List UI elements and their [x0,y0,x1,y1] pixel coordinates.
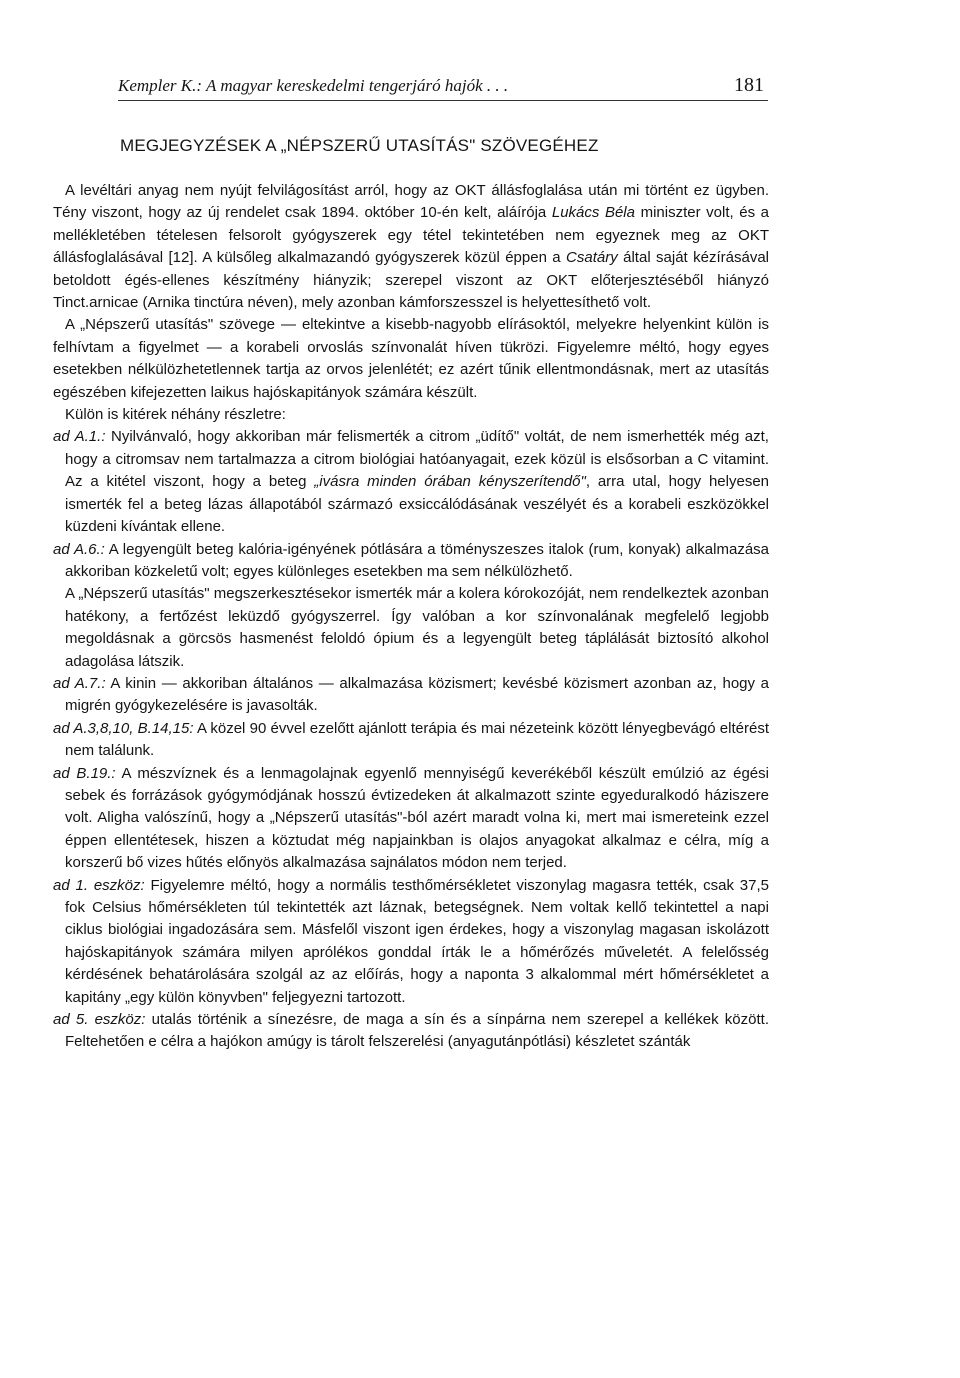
note-label: ad A.1.: [53,428,106,446]
note-label: ad A.3,8,10, B.14,15: [53,719,194,737]
paragraph-text: A „Népszerű utasítás" megszerkesztésekor ismerték már a kolera kórokozóját, nem rendelkeztek azonban hatékony, a fertőzést leküzdő gyógyszerrel. Így valóban a kor színvonalának megfelelő legjobb megoldásnak a görcsös hasmenést feloldó ópium és a legyengült beteg táplálását biztosító alkohol adagolása látszik. [65,585,769,670]
person-name: Lukács Béla [551,204,635,222]
note-label: ad 5. eszköz: [53,1011,146,1029]
note-item [53,673,769,718]
note-item [53,875,769,1009]
paragraph [53,180,769,314]
paragraph [53,314,769,404]
note-item [53,426,769,538]
note-text: A közel 90 évvel ezelőtt ajánlott terápia és mai nézeteink között lényegbevágó eltérést nem találunk. [65,719,769,760]
note-text: A kinin — akkoriban általános — alkalmazása közismert; kevésbé közismert azonban az, hogy a migrén gyógykezelésére is javasolták. [65,674,769,715]
paragraph [53,404,769,426]
note-item [53,763,769,875]
note-label: ad B.19.: [53,764,116,782]
paragraph-text: által saját kézírásával betoldott égés-ellenes készítmény hiányzik; szerepel viszont az OKT előterjesztéséből hiányzó Tinct.arnicae (Arnika tinctúra néven), mely azonban kámforszesszel is helyettesíthető volt. [53,249,769,312]
paragraph-text: miniszter volt, és a mellékletében tételesen felsorolt gyógyszerek egy tétel tekintetében nem egyeznek meg az OKT állásfoglalásával [12]. A külsőleg alkalmazandó gyógyszerek közül éppen a [53,204,770,267]
note-text: Figyelemre méltó, hogy a normális testhőmérsékletet viszonylag magasra tették, csak 37,5 fok Celsius hőmérsékleten túl tekintették azt láznak, betegségnek. Nem voltak kellő tekintettel a napi ciklus biológiai ingadozására sem. Másfelől viszont igen érdekes, hogy a viszonylag magasan iskolázott hajóskapitányok számára milyen aprólékos gonddal írták le a hőmérőzés műveletét. A felelősség kérdésének behatárolására szolgál az az előírás, hogy a naponta 3 alkalommal mért hőmérsékletet a kapitány „egy külön könyvben" feljegyezni tartozott. [65,876,769,1006]
section-heading: MEGJEGYZÉSEK A „NÉPSZERŰ UTASÍTÁS" SZÖVEGÉHEZ [120,136,599,155]
paragraph-text: Külön is kitérek néhány részletre: [65,406,286,424]
note-text: , arra utal, hogy helyesen ismerték fel a beteg lázas állapotából származó exsiccálódásának veszélyét és a korabeli eszközökkel küzdeni kívántak ellene. [65,473,769,536]
person-name: Csatáry [566,249,618,267]
paragraph-text: A levéltári anyag nem nyújt felvilágosítást arról, hogy az OKT állásfoglalása után mi történt ez ügyben. Tény viszont, hogy az új rendelet csak 1894. október 10-én kelt, aláírója [53,182,769,222]
page-number: 181 [734,74,764,96]
note-item [53,539,769,584]
note-text: Nyilvánvaló, hogy akkoriban már felismerték a citrom „üdítő" voltát, de nem ismerhették még azt, hogy a citromsav nem tartalmazza a citrom biológiai hatóanyagait, ezek közül is elsősorban a C vitamint. Az a kitétel viszont, hogy a beteg [65,428,769,491]
running-header [118,76,768,101]
note-item [53,718,769,763]
running-title: Kempler K.: A magyar kereskedelmi tengerjáró hajók . . . [118,76,509,95]
paragraph-text: A „Népszerű utasítás" szövege — eltekintve a kisebb-nagyobb elírásoktól, melyekre helyenkint külön is felhívtam a figyelmet — a korabeli orvoslás színvonalát híven tükrözi. Figyelemre méltó, hogy egyes esetekben nélkülözhetetlennek tartja az orvos jelenlétét; ez azért tűnik ellentmondásnak, mert az utasítás egészében kifejezetten laikus hajóskapitányok számára készült. [53,316,769,401]
note-label: ad A.6.: [53,540,105,558]
paragraph [53,583,769,673]
note-label: ad A.7.: [53,674,106,692]
body-text [53,180,769,1054]
note-text: A legyengült beteg kalória-igényének pótlására a töményszeszes italok (rum, konyak) alkalmazása akkoriban közkeletű volt; egyes különleges esetekben ma sem nélkülözhető. [65,540,769,580]
note-item [53,1009,769,1054]
note-text: utalás történik a sínezésre, de maga a sín és a sínpárna nem szerepel a kellékek között. Feltehetően e célra a hajókon amúgy is tárolt felszerelési (anyagutánpótlási) készletet szánták [65,1011,769,1051]
note-text: A mészvíznek és a lenmagolajnak egyenlő mennyiségű keverékéből készült emúlzió az égési sebek és forrázások gyógymódjának hosszú évtizedeken át alkalmazott szinte egyeduralkodó háziszere volt. Aligha valószínű, hogy a „Népszerű utasítás"-ból azért maradt volna ki, mert mai ismereteink ezzel éppen ellentétesek, hiszen a köztudat még napjainkban is olajos anyagokat alkalmaz e célra, míg a korszerű bő vizes hűtés előnyös alkalmazása sajnálatos módon nem terjed. [65,764,769,872]
note-label: ad 1. eszköz: [53,876,145,894]
quoted-phrase: „ivásra minden órában kényszerítendő" [314,473,586,491]
